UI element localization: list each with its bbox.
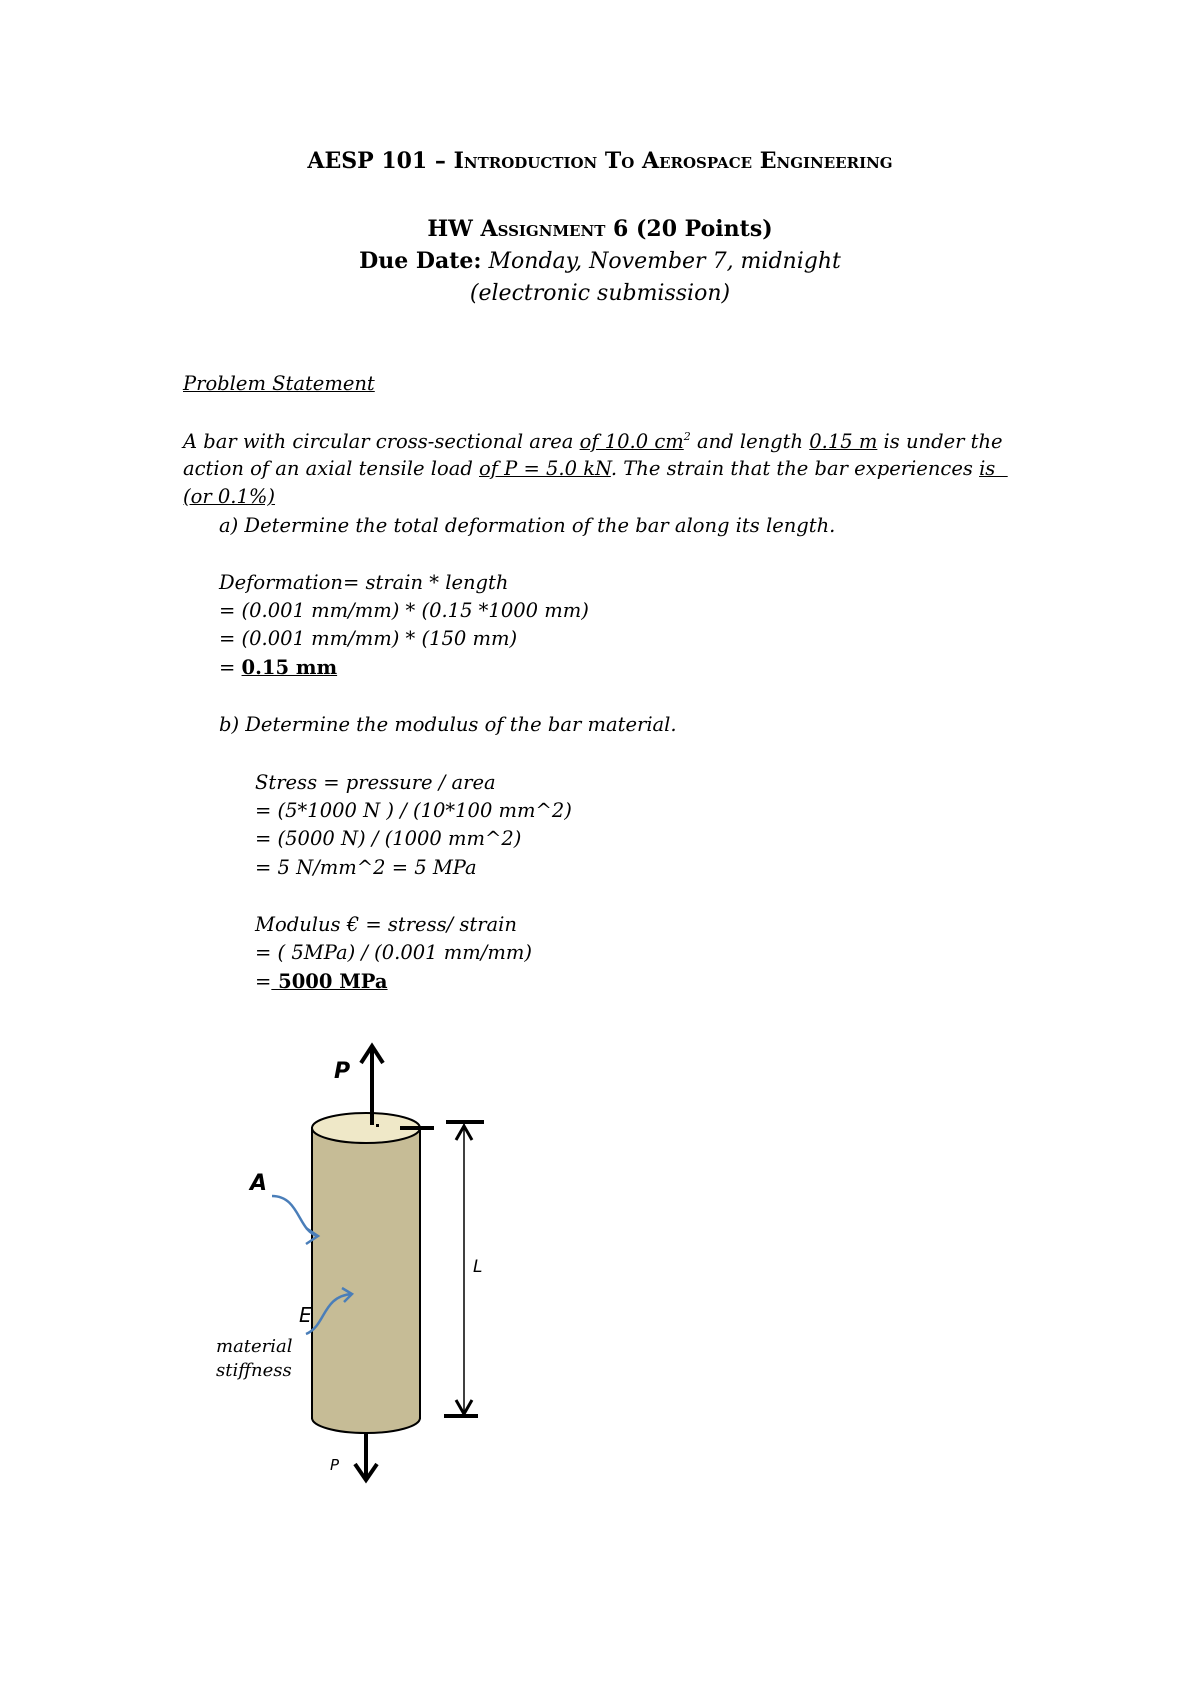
label-p-bottom: P	[330, 1456, 340, 1474]
label-stiffness: stiffness	[216, 1360, 292, 1381]
part-b-result: = 5000 MPa	[255, 970, 388, 993]
part-a-question: a) Determine the total deformation of the bar along its length.	[219, 514, 836, 537]
label-length: L	[473, 1257, 483, 1277]
part-b-line-6: Modulus € = stress/ strain	[255, 913, 517, 936]
problem-heading: Problem Statement	[183, 372, 375, 395]
part-b-line-7: = ( 5MPa) / (0.001 mm/mm)	[255, 941, 532, 964]
part-b-line-2: = (5*1000 N ) / (10*100 mm^2)	[255, 799, 572, 822]
problem-line-2: action of an axial tensile load of P = 5.0 kN. The strain that the bar experiences is	[183, 457, 1008, 480]
part-b-line-1: Stress = pressure / area	[255, 771, 496, 794]
part-b-line-3: = (5000 N) / (1000 mm^2)	[255, 827, 522, 850]
due-date-label: Due Date:	[359, 248, 482, 274]
label-modulus: E	[299, 1303, 312, 1327]
part-a-line-1: Deformation= strain * length	[219, 571, 509, 594]
part-a-line-3: = (0.001 mm/mm) * (150 mm)	[219, 627, 518, 650]
part-b-question: b) Determine the modulus of the bar material.	[219, 713, 677, 736]
course-code: AESP 101 –	[307, 148, 454, 174]
part-b-line-4: = 5 N/mm^2 = 5 MPa	[255, 856, 477, 879]
course-name: Introduction To Aerospace Engineering	[453, 148, 893, 174]
problem-line-1: A bar with circular cross-sectional area of 10.0 $cm^2$ and length 0.15 m is under the	[183, 430, 1003, 453]
assignment-title: HW Assignment 6 (20 Points)	[427, 216, 773, 242]
label-material: material	[216, 1336, 293, 1357]
submission-note: (electronic submission)	[469, 281, 731, 306]
part-a-line-2: = (0.001 mm/mm) * (0.15 *1000 mm)	[219, 599, 589, 622]
problem-line-3: (or 0.1%)	[183, 485, 276, 508]
due-date-value: Monday, November 7, midnight	[488, 249, 841, 274]
label-area: A	[250, 1171, 268, 1196]
label-p-top: P	[334, 1059, 351, 1084]
part-a-result: = 0.15 mm	[219, 656, 338, 679]
